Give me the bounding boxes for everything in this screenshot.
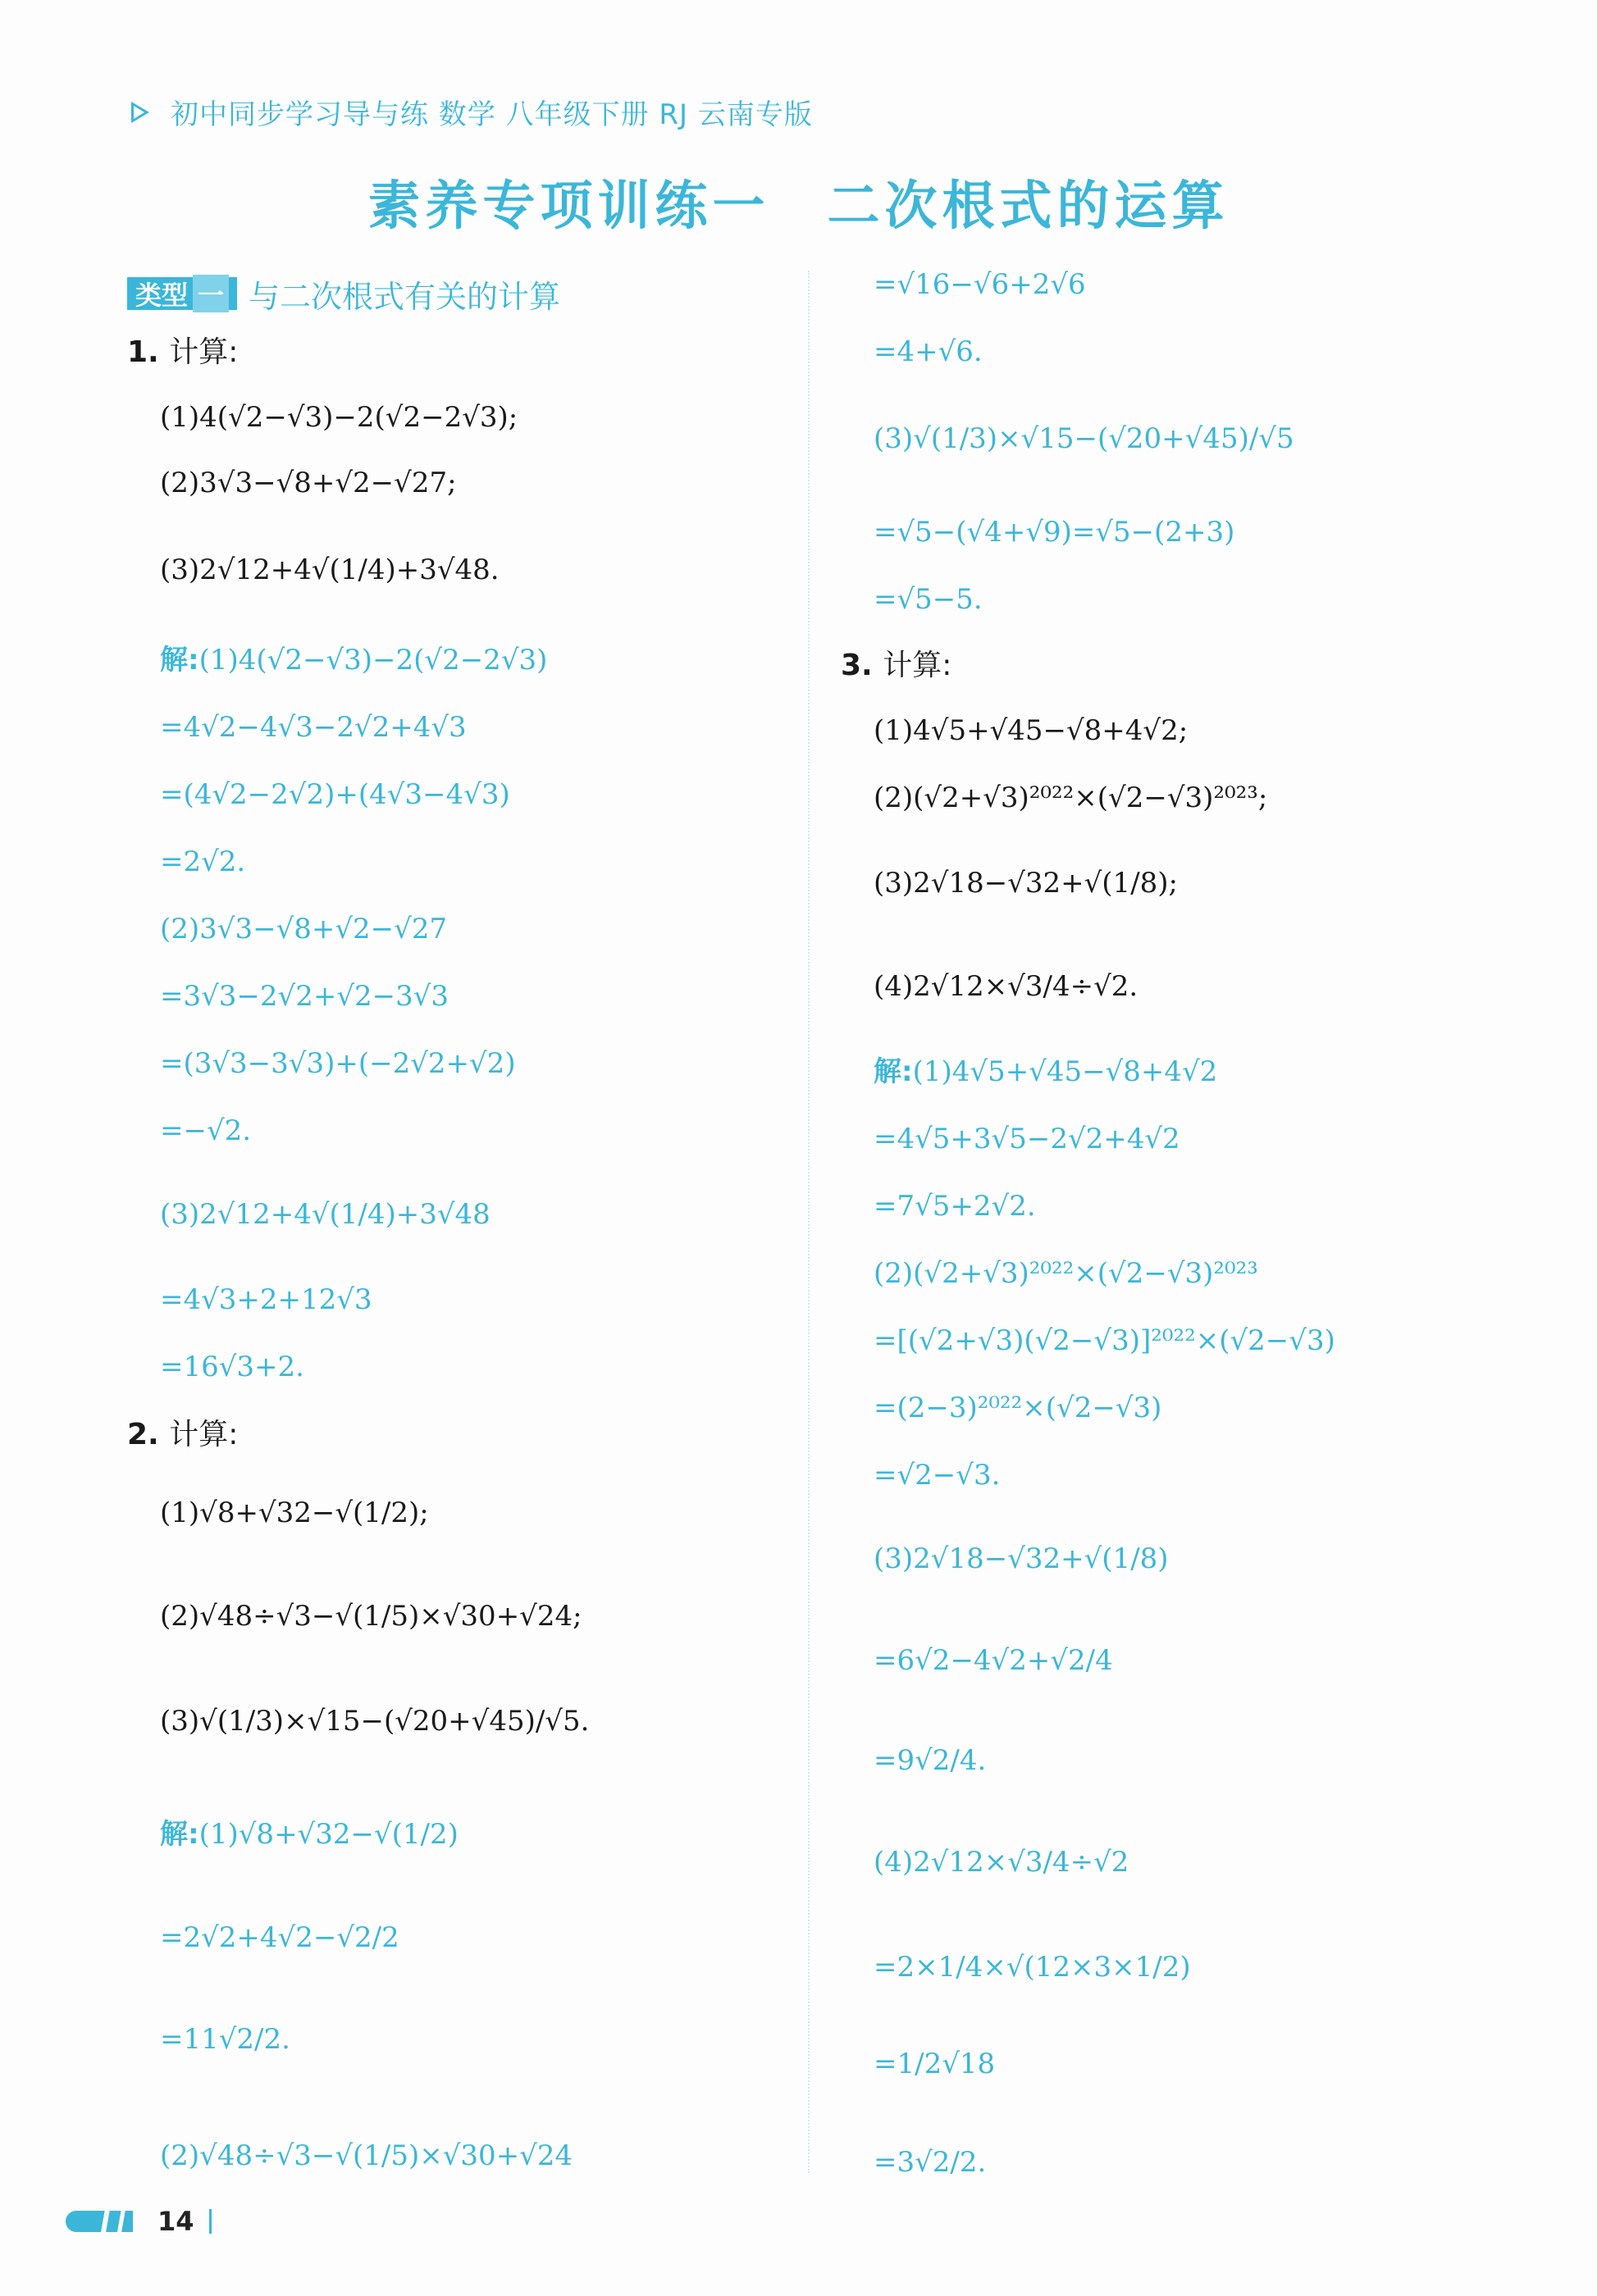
solution-line [874, 1846, 1129, 1879]
math-expression: (3)2√12+4√(1/4)+3√48. [160, 554, 500, 586]
page-bar-decoration [209, 2209, 212, 2234]
solution-line [160, 2139, 573, 2172]
math-expression: =(2−3)²⁰²²×(√2−√3) [874, 1392, 1162, 1424]
page-title [0, 164, 1597, 239]
solution-label: 解: [160, 644, 199, 676]
solution-line [874, 422, 1294, 455]
solution-line [874, 1394, 1161, 1422]
math-expression: (4)2√12×√3/4÷√2 [874, 1846, 1129, 1879]
math-expression: (3)√(1/3)×√15−(√20+√45)/√5 [874, 422, 1294, 455]
page-stripe-decoration [66, 2211, 133, 2232]
book-header [131, 92, 813, 132]
solution-line [874, 516, 1235, 549]
solution-line [874, 1190, 1036, 1223]
math-expression: (1)4(√2−√3)−2(√2−2√3); [160, 401, 518, 434]
math-expression: (3)2√18−√32+√(1/8); [874, 867, 1178, 900]
math-expression: =√16−√6+2√6 [874, 268, 1086, 301]
page-number: 14 [157, 2206, 194, 2237]
math-expression: =11√2/2. [160, 2023, 290, 2056]
section-badge [127, 277, 237, 310]
solution-line [874, 335, 983, 368]
math-expression: (2)(√2+√3)²⁰²²×(√2−√3)²⁰²³ [874, 1257, 1258, 1290]
math-expression: =2√2. [160, 845, 246, 878]
math-expression: =2×1/4×√(12×3×1/2) [874, 1951, 1191, 1984]
solution-line [874, 1324, 1335, 1357]
title-part-2: 二次根式的运算 [827, 176, 1230, 237]
math-expression: =[(√2+√3)(√2−√3)]²⁰²²×(√2−√3) [874, 1324, 1335, 1357]
solution-line [160, 845, 246, 878]
problem-line [160, 556, 500, 584]
math-expression: =6√2−4√2+√2/4 [874, 1644, 1113, 1677]
math-expression: (1)4(√2−√3)−2(√2−2√3) [198, 644, 548, 676]
math-expression: =√2−√3. [874, 1459, 1001, 1492]
solution-line [160, 980, 449, 1013]
question-text: 计算: [883, 649, 952, 682]
math-expression: =√5−5. [874, 583, 983, 616]
question-heading [841, 651, 951, 681]
question-number: 3. [841, 649, 883, 682]
solution-line [160, 778, 510, 811]
problem-line [160, 1600, 582, 1633]
math-expression: (3)√(1/3)×√15−(√20+√45)/√5. [160, 1705, 590, 1738]
play-triangle-icon [131, 102, 149, 123]
solution-line [874, 268, 1086, 301]
problem-line [874, 970, 1138, 1003]
solution-line [874, 1459, 1001, 1492]
question-heading [127, 1420, 238, 1450]
problem-line [874, 781, 1268, 814]
solution-label: 解: [160, 1818, 199, 1851]
solution-line [874, 1644, 1113, 1677]
solution-line [874, 1055, 1218, 1088]
problem-line [874, 867, 1178, 900]
solution-line [874, 2050, 995, 2078]
math-expression: (2)√48÷√3−√(1/5)×√30+√24 [160, 2139, 573, 2172]
question-text: 计算: [169, 335, 239, 369]
solution-line [160, 646, 547, 674]
math-expression: (1)4√5+√45−√8+4√2 [912, 1055, 1218, 1088]
solution-line [874, 1744, 987, 1777]
solution-line [160, 1283, 372, 1316]
section-heading [127, 271, 792, 317]
solution-line [874, 1542, 1169, 1575]
solution-line [160, 1353, 304, 1381]
problem-line [160, 469, 457, 497]
math-expression: =√5−(√4+√9)=√5−(2+3) [874, 516, 1235, 549]
math-expression: (2)(√2+√3)²⁰²²×(√2−√3)²⁰²³; [874, 781, 1268, 814]
solution-line [874, 1125, 1180, 1153]
problem-line [160, 401, 518, 434]
solution-line [160, 915, 447, 943]
section-label: 与二次根式有关的计算 [249, 278, 561, 315]
problem-line [874, 714, 1189, 747]
math-expression: (4)2√12×√3/4÷√2. [874, 970, 1138, 1003]
math-expression: =7√5+2√2. [874, 1190, 1036, 1223]
math-expression: =4+√6. [874, 335, 983, 368]
math-expression: (1)√8+√32−√(1/2) [198, 1818, 459, 1851]
math-expression: =1/2√18 [874, 2048, 996, 2080]
math-expression: (2)3√3−√8+√2−√27 [160, 913, 448, 945]
math-expression: (2)3√3−√8+√2−√27; [160, 467, 457, 499]
solution-line [874, 1257, 1258, 1290]
solution-line [160, 1047, 516, 1080]
solution-line [874, 1951, 1191, 1984]
solution-line [160, 1921, 399, 1954]
book-header-text: 初中同步学习导与练 数学 八年级下册 RJ 云南专版 [171, 98, 813, 131]
solution-line [160, 2023, 290, 2056]
solution-line [160, 711, 467, 744]
question-heading [127, 335, 239, 369]
math-expression: =−√2. [160, 1114, 252, 1147]
column-divider [808, 271, 810, 2173]
math-expression: =(3√3−3√3)+(−2√2+√2) [160, 1047, 516, 1080]
solution-line [160, 1198, 491, 1231]
title-part-1: 素养专项训练一 [367, 176, 770, 237]
question-number: 2. [127, 1418, 170, 1451]
question-text: 计算: [169, 1418, 239, 1451]
section-badge-label: 类型 [135, 280, 189, 311]
math-expression: (2)√48÷√3−√(1/5)×√30+√24; [160, 1600, 582, 1633]
question-number: 1. [127, 335, 170, 369]
math-expression: =9√2/4. [874, 1744, 987, 1777]
math-expression: =3√3−2√2+√2−3√3 [160, 980, 449, 1013]
math-expression: =4√2−4√3−2√2+4√3 [160, 711, 467, 744]
section-badge-number: 一 [193, 275, 229, 312]
solution-line [160, 1818, 459, 1851]
math-expression: (3)2√12+4√(1/4)+3√48 [160, 1198, 491, 1231]
math-expression: =3√2/2. [874, 2146, 987, 2179]
solution-line [874, 583, 983, 616]
left-column [127, 271, 792, 2172]
math-expression: (3)2√18−√32+√(1/8) [874, 1542, 1169, 1575]
math-expression: (1)4√5+√45−√8+4√2; [874, 714, 1189, 747]
math-expression: =4√3+2+12√3 [160, 1283, 372, 1316]
math-expression: =2√2+4√2−√2/2 [160, 1921, 399, 1954]
math-expression: =(4√2−2√2)+(4√3−4√3) [160, 778, 510, 811]
page-footer [66, 2206, 212, 2237]
problem-line [160, 1496, 429, 1529]
math-expression: (1)√8+√32−√(1/2); [160, 1496, 429, 1529]
solution-label: 解: [874, 1055, 913, 1088]
math-expression: =4√5+3√5−2√2+4√2 [874, 1123, 1180, 1155]
solution-line [874, 2146, 987, 2179]
problem-line [160, 1705, 590, 1738]
solution-line [160, 1114, 252, 1147]
math-expression: =16√3+2. [160, 1351, 304, 1383]
